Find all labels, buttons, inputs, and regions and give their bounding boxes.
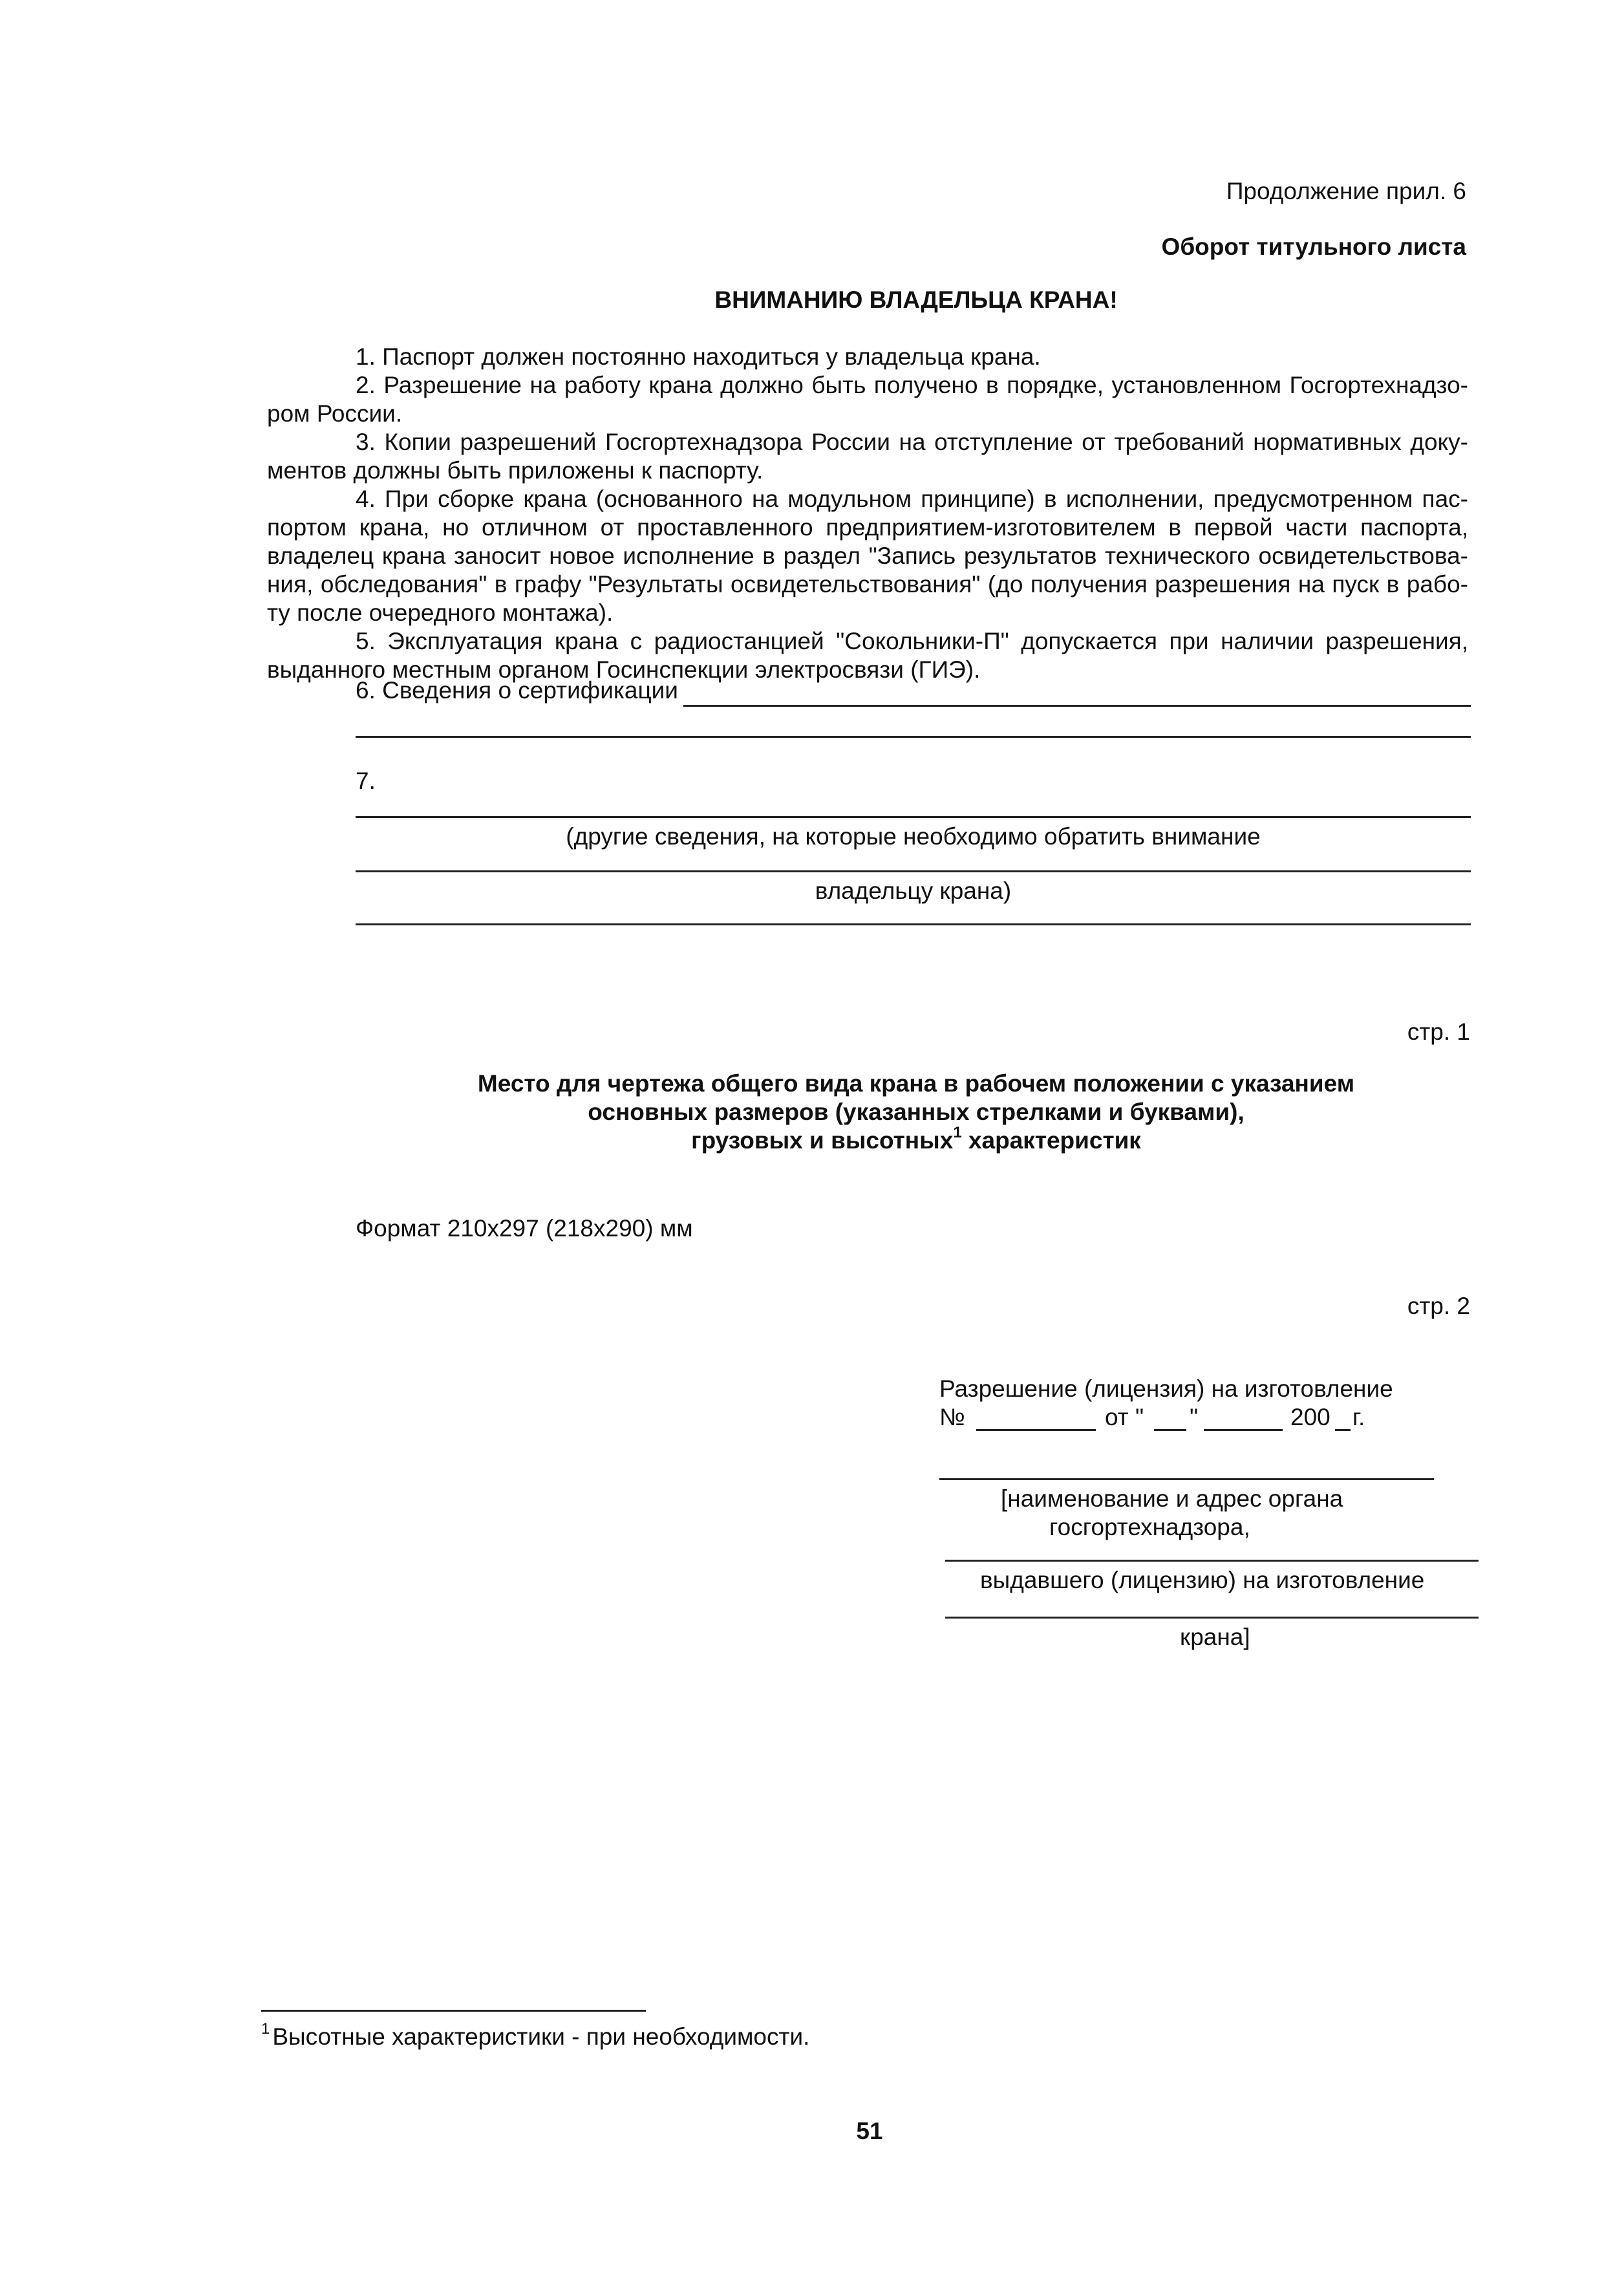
drawing-placeholder-title bbox=[0, 1070, 1624, 1155]
permit-from-label: от " bbox=[1105, 1404, 1144, 1430]
drawing-title-line-2: основных размеров (указанных стрелками и буквами), bbox=[588, 1099, 1245, 1125]
notice-item-6: 6. Сведения о сертификации bbox=[356, 677, 678, 704]
permit-year-prefix: 200 bbox=[1290, 1404, 1330, 1430]
permit-number-label: № bbox=[939, 1404, 965, 1430]
footnote-separator bbox=[261, 2010, 646, 2012]
other-info-line-3 bbox=[356, 923, 1471, 925]
org-caption-2: госгортехнадзора, bbox=[1049, 1514, 1250, 1540]
notice-item-4-line-3: владелец крана заносит новое исполнение в раздел "Запись результатов технического освидетельствова- bbox=[267, 543, 1468, 569]
permit-number-line bbox=[976, 1429, 1096, 1431]
permit-title: Разрешение (лицензия) на изготовление bbox=[939, 1375, 1393, 1402]
format-note: Формат 210х297 (218х290) мм bbox=[356, 1215, 693, 1242]
org-caption-1: [наименование и адрес органа bbox=[1001, 1485, 1343, 1512]
permit-year-line bbox=[1335, 1429, 1351, 1431]
org-line-3 bbox=[945, 1617, 1479, 1619]
page-number: 51 bbox=[856, 2118, 883, 2144]
permit-quote: " bbox=[1190, 1404, 1199, 1430]
other-info-line-2 bbox=[356, 870, 1471, 872]
page-1-label: стр. 1 bbox=[1407, 1018, 1470, 1045]
notice-item-7: 7. bbox=[356, 768, 376, 794]
org-caption-4: крана] bbox=[1180, 1624, 1250, 1650]
notice-item-4-line-2: портом крана, но отличном от проставленного предприятием-изготовителем в первой части паспорта, bbox=[267, 514, 1468, 541]
notice-item-2-line-1: 2. Разрешение на работу крана должно быть получено в порядке, установленном Госгортехнадзо- bbox=[356, 372, 1468, 398]
permit-year-suffix: г. bbox=[1352, 1404, 1365, 1430]
page-2-label: стр. 2 bbox=[1407, 1293, 1470, 1319]
notice-item-1: 1. Паспорт должен постоянно находиться у владельца крана. bbox=[356, 343, 1041, 370]
permit-day-line bbox=[1154, 1429, 1186, 1431]
drawing-title-line-1: Место для чертежа общего вида крана в рабочем положении с указанием bbox=[477, 1070, 1355, 1097]
certification-line-2 bbox=[356, 736, 1471, 738]
org-caption-3: выдавшего (лицензию) на изготовление bbox=[980, 1567, 1425, 1593]
page-subtitle: Оборот титульного листа bbox=[1161, 233, 1466, 260]
footnote bbox=[261, 2019, 810, 2051]
footnote-text: Высотные характеристики - при необходимости. bbox=[272, 2023, 810, 2050]
drawing-title-line-3: грузовых и высотных$^1$ характеристик bbox=[691, 1123, 1141, 1154]
other-info-line-1 bbox=[356, 816, 1471, 818]
notice-item-3-line-2: ментов должны быть приложены к паспорту. bbox=[267, 457, 764, 484]
notice-item-4-line-4: ния, обследования" в графу "Результаты освидетельствования" (до получения разрешения на пуск в рабо- bbox=[267, 571, 1468, 597]
org-line-1 bbox=[939, 1478, 1434, 1480]
notice-item-2-line-2: ром России. bbox=[267, 400, 403, 427]
footnote-mark: 1 bbox=[261, 2019, 270, 2038]
notice-item-5-line-2: выданного местным органом Госинспекции электросвязи (ГИЭ). bbox=[267, 656, 981, 683]
certification-line-1 bbox=[683, 705, 1471, 707]
notice-title: ВНИМАНИЮ ВЛАДЕЛЬЦА КРАНА! bbox=[714, 286, 1118, 313]
footnote-ref: 1 bbox=[953, 1123, 962, 1141]
other-info-caption-1: (другие сведения, на которые необходимо обратить внимание bbox=[566, 823, 1261, 850]
notice-item-5-line-1: 5. Эксплуатация крана с радиостанцией "Сокольники-П" допускается при наличии разрешения, bbox=[356, 628, 1468, 654]
permit-month-line bbox=[1204, 1429, 1283, 1431]
other-info-caption-2: владельцу крана) bbox=[815, 877, 1012, 904]
continuation-label: Продолжение прил. 6 bbox=[1226, 178, 1466, 204]
notice-item-4-line-1: 4. При сборке крана (основанного на модульном принципе) в исполнении, предусмотренном пас- bbox=[356, 486, 1468, 512]
notice-item-3-line-1: 3. Копии разрешений Госгортехнадзора России на отступление от требований нормативных доку- bbox=[356, 429, 1468, 455]
org-line-2 bbox=[945, 1560, 1479, 1562]
notice-item-4-line-5: ту после очередного монтажа). bbox=[267, 599, 614, 626]
notice-body bbox=[267, 343, 1468, 684]
